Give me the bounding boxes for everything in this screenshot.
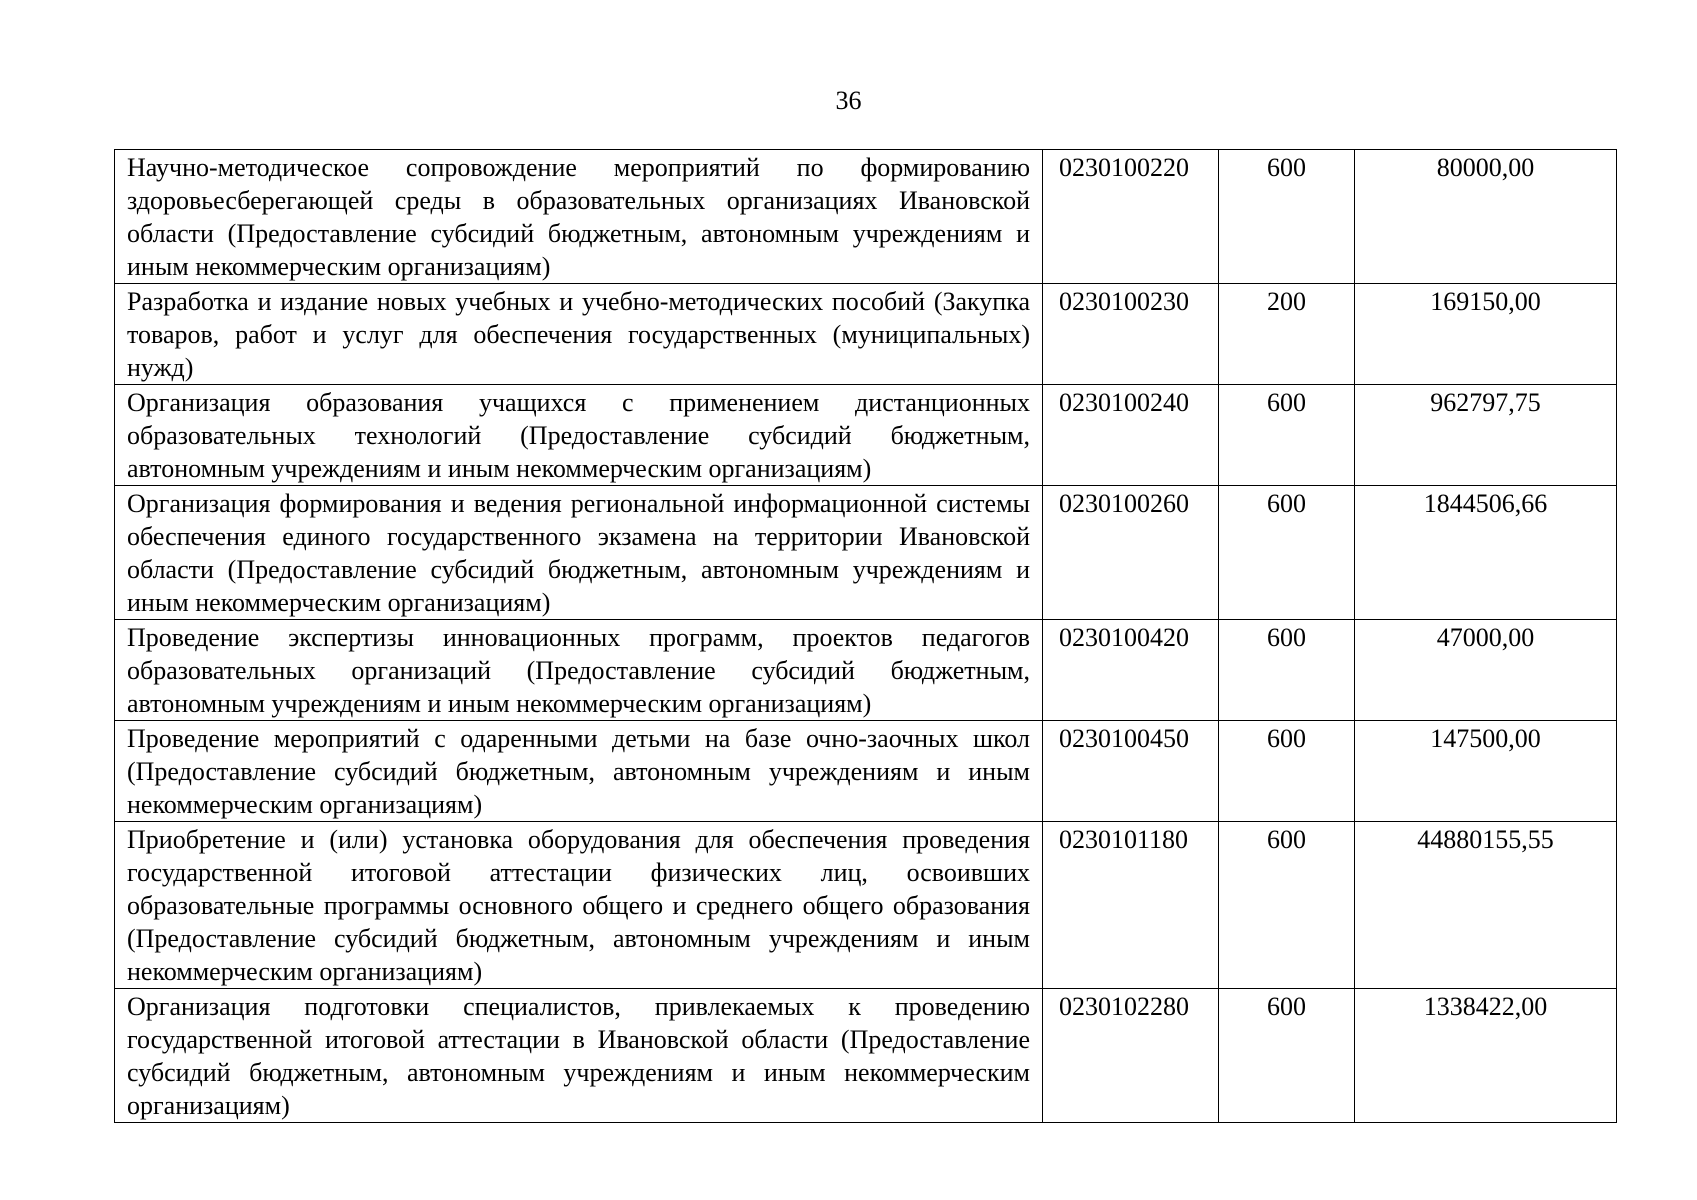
row-target-article-code: 0230100230 [1043,284,1219,385]
row-expense-type-code: 600 [1219,822,1355,989]
row-amount: 44880155,55 [1355,822,1617,989]
row-target-article-code: 0230100450 [1043,721,1219,822]
row-amount: 1338422,00 [1355,989,1617,1123]
table-row [115,989,1617,1123]
row-name-cell: Организация формирования и ведения региональной информационной системы обеспечения единого государственного экзамена на территории Ивановской области (Предоставление субсидий бюджетным, автономным учреждениям и иным некоммерческим организациям) [115,486,1043,620]
budget-table [114,149,1617,1123]
table-row [115,822,1617,989]
table-row [115,620,1617,721]
row-expense-type-code: 600 [1219,385,1355,486]
row-expense-type-code: 600 [1219,150,1355,284]
row-name-cell: Научно-методическое сопровождение мероприятий по формированию здоровьесберегающей среды в образовательных организациях Ивановской области (Предоставление субсидий бюджетным, автономным учреждениям и иным некоммерческим организациям) [115,150,1043,284]
table-row [115,486,1617,620]
table-row [115,385,1617,486]
row-target-article-code: 0230100420 [1043,620,1219,721]
row-amount: 169150,00 [1355,284,1617,385]
row-amount: 1844506,66 [1355,486,1617,620]
row-target-article-code: 0230102280 [1043,989,1219,1123]
row-target-article-code: 0230100220 [1043,150,1219,284]
row-expense-type-code: 600 [1219,989,1355,1123]
row-name-cell: Приобретение и (или) установка оборудования для обеспечения проведения государственной итоговой аттестации физических лиц, освоивших образовательные программы основного общего и среднего общего образования (Предоставление субсидий бюджетным, автономным учреждениям и иным некоммерческим организациям) [115,822,1043,989]
row-expense-type-code: 200 [1219,284,1355,385]
row-amount: 80000,00 [1355,150,1617,284]
row-expense-type-code: 600 [1219,620,1355,721]
row-amount: 962797,75 [1355,385,1617,486]
page-number: 36 [835,86,862,115]
row-expense-type-code: 600 [1219,486,1355,620]
row-name-cell: Разработка и издание новых учебных и учебно-методических пособий (Закупка товаров, работ и услуг для обеспечения государственных (муниципальных) нужд) [115,284,1043,385]
row-amount: 47000,00 [1355,620,1617,721]
table-row [115,721,1617,822]
table-row [115,150,1617,284]
table-row [115,284,1617,385]
row-name-cell: Проведение мероприятий с одаренными детьми на базе очно-заочных школ (Предоставление субсидий бюджетным, автономным учреждениям и иным некоммерческим организациям) [115,721,1043,822]
row-target-article-code: 0230100240 [1043,385,1219,486]
budget-table-body [115,150,1617,1123]
row-target-article-code: 0230101180 [1043,822,1219,989]
row-name-cell: Проведение экспертизы инновационных программ, проектов педагогов образовательных организаций (Предоставление субсидий бюджетным, автономным учреждениям и иным некоммерческим организациям) [115,620,1043,721]
row-target-article-code: 0230100260 [1043,486,1219,620]
row-name-cell: Организация образования учащихся с применением дистанционных образовательных технологий (Предоставление субсидий бюджетным, автономным учреждениям и иным некоммерческим организациям) [115,385,1043,486]
row-amount: 147500,00 [1355,721,1617,822]
row-expense-type-code: 600 [1219,721,1355,822]
row-name-cell: Организация подготовки специалистов, привлекаемых к проведению государственной итоговой аттестации в Ивановской области (Предоставление субсидий бюджетным, автономным учреждениям и иным некоммерческим организациям) [115,989,1043,1123]
